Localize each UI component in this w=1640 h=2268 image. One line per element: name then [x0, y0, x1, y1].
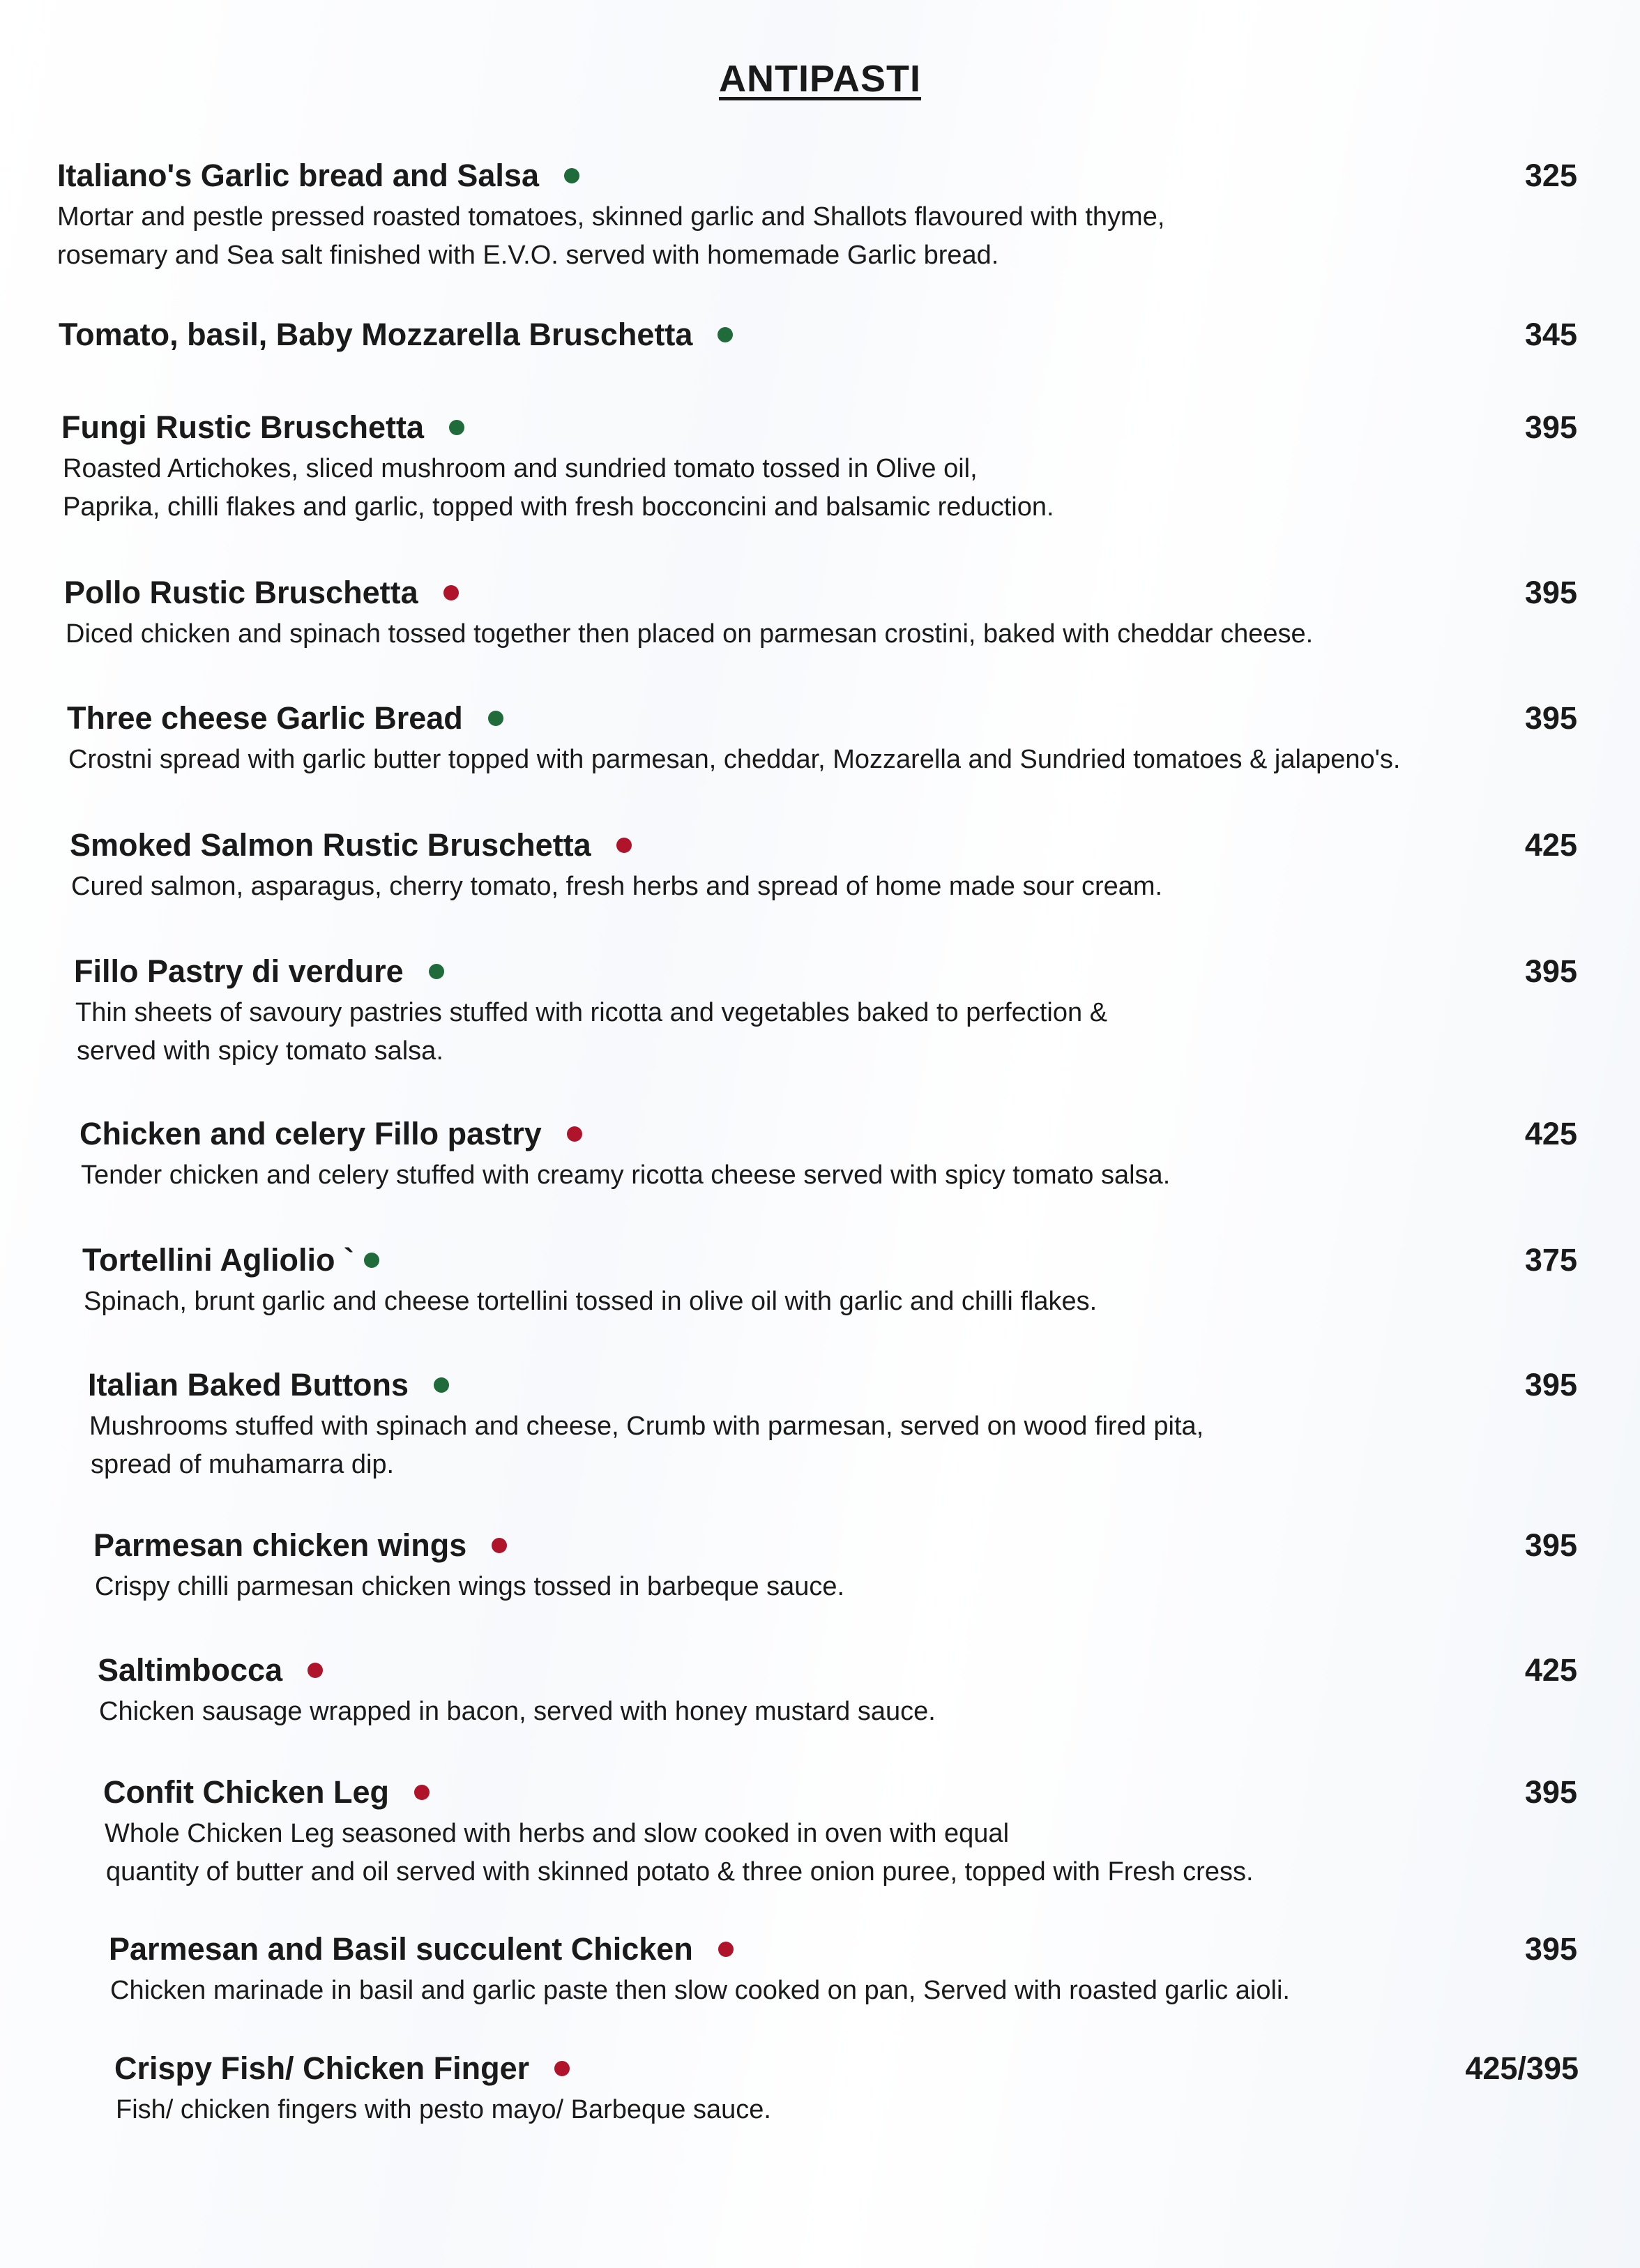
- item-price: 395: [1524, 409, 1577, 445]
- item-name-wrap: [59, 314, 733, 356]
- item-price: 395: [1524, 700, 1577, 736]
- item-name-wrap: [74, 951, 444, 992]
- menu-item: [0, 951, 1640, 1066]
- veg-dot-icon: [364, 1253, 379, 1268]
- section-title: ANTIPASTI: [719, 58, 921, 100]
- item-description-line-1: Cured salmon, asparagus, cherry tomato, fresh herbs and spread of home made sour cream.: [71, 872, 1163, 901]
- item-name-wrap: [61, 407, 464, 448]
- item-name-wrap: [88, 1364, 449, 1406]
- nonveg-dot-icon: [567, 1126, 582, 1142]
- item-description-line-1: Chicken sausage wrapped in bacon, served with honey mustard sauce.: [99, 1697, 936, 1726]
- item-name-wrap: [114, 2048, 570, 2089]
- item-price: 425/395: [1465, 2050, 1579, 2086]
- item-name: Italian Baked Buttons: [88, 1367, 409, 1403]
- item-header: [0, 2048, 1640, 2089]
- menu-item: [0, 1649, 1640, 1726]
- nonveg-dot-icon: [554, 2061, 570, 2076]
- item-price: 395: [1524, 1931, 1577, 1967]
- menu-item: [0, 1364, 1640, 1479]
- item-description-line-1: Roasted Artichokes, sliced mushroom and sundried tomato tossed in Olive oil,: [63, 454, 978, 483]
- item-price: 395: [1524, 575, 1577, 610]
- item-description-line-1: Mortar and pestle pressed roasted tomatoes, skinned garlic and Shallots flavoured with thyme,: [57, 202, 1165, 232]
- item-price: 425: [1524, 827, 1577, 863]
- veg-dot-icon: [488, 711, 503, 726]
- item-name: Fillo Pastry di verdure: [74, 953, 404, 989]
- item-name: Saltimbocca: [98, 1652, 283, 1688]
- menu-item: [0, 1525, 1640, 1601]
- item-header: [0, 1771, 1640, 1813]
- item-price: 395: [1524, 1527, 1577, 1563]
- item-header: [0, 1113, 1640, 1155]
- menu-item: [0, 314, 1640, 356]
- menu-item: [0, 1239, 1640, 1316]
- item-name: Tortellini Agliolio `: [82, 1242, 354, 1278]
- menu-item: [0, 824, 1640, 901]
- item-name: Smoked Salmon Rustic Bruschetta: [70, 827, 591, 863]
- item-description-line-1: Spinach, brunt garlic and cheese tortellini tossed in olive oil with garlic and chilli flakes.: [84, 1287, 1098, 1316]
- veg-dot-icon: [434, 1377, 449, 1393]
- item-description-line-1: Crostni spread with garlic butter topped with parmesan, cheddar, Mozzarella and Sundried tomatoes & jalapeno's.: [68, 745, 1401, 774]
- item-description-line-1: Thin sheets of savoury pastries stuffed with ricotta and vegetables baked to perfection &: [75, 998, 1108, 1027]
- nonveg-dot-icon: [718, 1942, 734, 1957]
- item-description-line-1: Chicken marinade in basil and garlic paste then slow cooked on pan, Served with roasted garlic aioli.: [110, 1976, 1290, 2005]
- item-description-line-1: Tender chicken and celery stuffed with creamy ricotta cheese served with spicy tomato salsa.: [81, 1161, 1171, 1190]
- item-header: [0, 1364, 1640, 1406]
- item-header: [0, 824, 1640, 866]
- nonveg-dot-icon: [443, 585, 459, 600]
- menu-item: [0, 572, 1640, 649]
- item-header: [0, 572, 1640, 614]
- item-name: Parmesan chicken wings: [93, 1527, 467, 1563]
- menu-item: [0, 407, 1640, 522]
- item-name-wrap: [98, 1649, 323, 1691]
- item-name-wrap: [70, 824, 632, 866]
- menu-item: [0, 2048, 1640, 2124]
- item-header: [0, 951, 1640, 992]
- item-price: 325: [1524, 158, 1577, 193]
- veg-dot-icon: [718, 327, 733, 342]
- item-description-line-1: Fish/ chicken fingers with pesto mayo/ Barbeque sauce.: [116, 2095, 771, 2124]
- menu-item: [0, 1113, 1640, 1190]
- item-name: Pollo Rustic Bruschetta: [64, 575, 418, 610]
- item-name: Parmesan and Basil succulent Chicken: [109, 1931, 693, 1967]
- item-price: 425: [1524, 1116, 1577, 1151]
- item-name: Crispy Fish/ Chicken Finger: [114, 2050, 530, 2086]
- item-description-line-2: Paprika, chilli flakes and garlic, topped with fresh bocconcini and balsamic reduction.: [63, 492, 1054, 522]
- item-header: [0, 1525, 1640, 1566]
- item-name-wrap: [67, 697, 503, 739]
- item-name-wrap: [93, 1525, 507, 1566]
- item-description-line-2: spread of muhamarra dip.: [91, 1450, 395, 1479]
- menu-item: [0, 1928, 1640, 2005]
- item-name: Fungi Rustic Bruschetta: [61, 409, 425, 445]
- menu-item: [0, 1771, 1640, 1887]
- item-description-line-2: served with spicy tomato salsa.: [77, 1036, 443, 1066]
- item-name-wrap: [103, 1771, 430, 1813]
- item-price: 395: [1524, 1774, 1577, 1810]
- item-header: [0, 155, 1640, 197]
- item-header: [0, 697, 1640, 739]
- item-name: Tomato, basil, Baby Mozzarella Bruschetta: [59, 317, 693, 352]
- nonveg-dot-icon: [492, 1538, 507, 1553]
- item-name-wrap: [79, 1113, 582, 1155]
- item-name-wrap: [57, 155, 579, 197]
- item-name-wrap: [64, 572, 459, 614]
- item-name: Chicken and celery Fillo pastry: [79, 1116, 542, 1151]
- nonveg-dot-icon: [414, 1785, 430, 1800]
- item-price: 395: [1524, 953, 1577, 989]
- item-description-line-2: rosemary and Sea salt finished with E.V.O. served with homemade Garlic bread.: [57, 241, 999, 270]
- nonveg-dot-icon: [308, 1663, 323, 1678]
- item-name: Confit Chicken Leg: [103, 1774, 390, 1810]
- veg-dot-icon: [449, 420, 464, 435]
- veg-dot-icon: [564, 168, 579, 183]
- item-description-line-1: Mushrooms stuffed with spinach and cheese, Crumb with parmesan, served on wood fired pita,: [89, 1412, 1204, 1441]
- item-name-wrap: [82, 1239, 379, 1281]
- item-name: Italiano's Garlic bread and Salsa: [57, 158, 539, 193]
- item-header: [0, 407, 1640, 448]
- item-header: [0, 314, 1640, 356]
- item-description-line-2: quantity of butter and oil served with skinned potato & three onion puree, topped with Fresh cress.: [106, 1857, 1254, 1887]
- item-header: [0, 1649, 1640, 1691]
- nonveg-dot-icon: [616, 838, 632, 853]
- item-price: 425: [1524, 1652, 1577, 1688]
- menu-item: [0, 155, 1640, 270]
- item-name: Three cheese Garlic Bread: [67, 700, 463, 736]
- item-name-wrap: [109, 1928, 734, 1970]
- item-price: 375: [1524, 1242, 1577, 1278]
- item-price: 395: [1524, 1367, 1577, 1403]
- item-description-line-1: Diced chicken and spinach tossed together then placed on parmesan crostini, baked with cheddar cheese.: [66, 619, 1314, 649]
- menu-item: [0, 697, 1640, 774]
- item-description-line-1: Whole Chicken Leg seasoned with herbs and slow cooked in oven with equal: [105, 1819, 1010, 1848]
- item-header: [0, 1239, 1640, 1281]
- veg-dot-icon: [429, 964, 444, 979]
- item-header: [0, 1928, 1640, 1970]
- item-description-line-1: Crispy chilli parmesan chicken wings tossed in barbeque sauce.: [95, 1572, 845, 1601]
- item-price: 345: [1524, 317, 1577, 352]
